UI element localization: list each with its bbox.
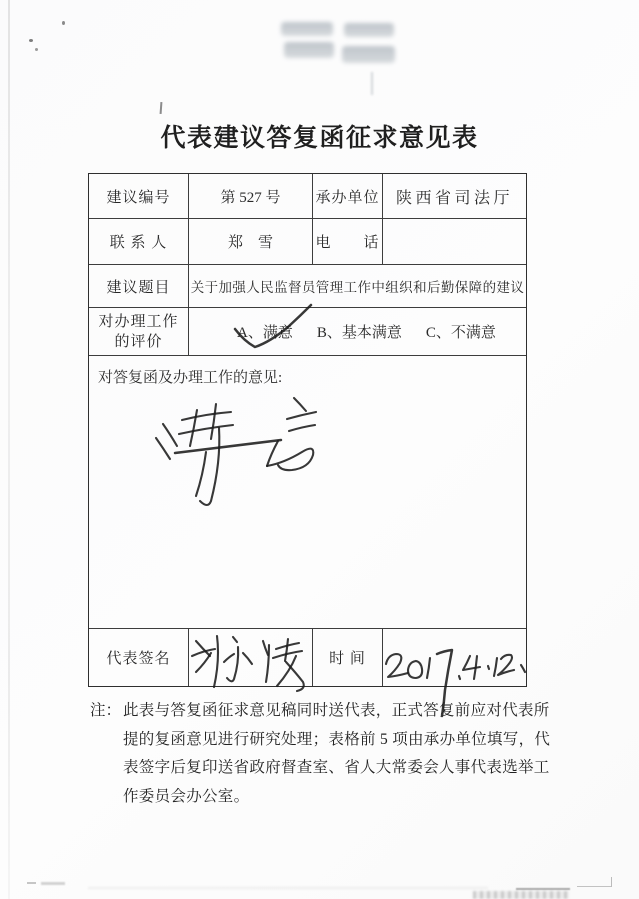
- footnote-prefix: 注：: [90, 702, 122, 719]
- scan-speck: [62, 21, 65, 25]
- evaluation-label-line2: 的评价: [114, 333, 163, 350]
- scan-bottom-left-mark: [27, 882, 36, 884]
- scan-smudge: [344, 23, 394, 37]
- contact-label: 联 系 人: [89, 219, 189, 265]
- evaluation-option-c: C、不满意: [425, 325, 496, 341]
- evaluation-options: [189, 308, 526, 356]
- scan-smudge: [281, 22, 333, 36]
- scan-streak: [371, 72, 373, 95]
- phone-value: [383, 219, 526, 265]
- scan-bottom-right-smear: [473, 891, 569, 899]
- scan-bottom-right-line: [516, 888, 570, 890]
- scan-bottom-right-line: [577, 886, 611, 887]
- evaluation-label-line1: 对办理工作: [98, 313, 179, 330]
- evaluation-option-b: B、基本满意: [316, 325, 402, 341]
- scan-bottom-right-tick: [611, 877, 612, 887]
- scan-speck: [35, 48, 38, 51]
- contact-value: 郑 雪: [189, 219, 313, 265]
- suggestion-number-value: 第 527 号: [189, 174, 313, 219]
- footnote-line: 作委员会办公室。: [123, 787, 250, 805]
- organizer-label: 承办单位: [313, 174, 383, 219]
- page-title: 代表建议答复函征求意见表: [160, 125, 479, 152]
- scan-speck: [29, 39, 33, 42]
- phone-label: 电 话: [313, 219, 383, 265]
- footnote-lines: [123, 697, 558, 811]
- date-value-cell: [383, 629, 526, 686]
- date-label: 时 间: [313, 629, 383, 686]
- scan-tick-mark: [160, 102, 163, 114]
- scan-bottom-left-mark: [41, 882, 65, 885]
- signer-signature-cell: [189, 629, 313, 686]
- form-table: [88, 173, 527, 687]
- scan-smudge: [342, 46, 395, 63]
- scan-smudge: [284, 42, 334, 58]
- opinion-cell: [89, 356, 526, 629]
- footnote-line: 表签字后复印送省政府督查室、省人大常委会人事代表选举工: [123, 759, 550, 776]
- suggestion-number-label: 建议编号: [89, 174, 189, 219]
- topic-value: 关于加强人民监督员管理工作中组织和后勤保障的建议: [189, 265, 526, 308]
- topic-label: 建议题目: [89, 265, 189, 308]
- scan-bottom-shadow: [88, 887, 488, 889]
- signer-label: 代表签名: [89, 629, 189, 686]
- footnote-line: 此表与答复函征求意见稿同时送代表，正式答复前应对代表所: [123, 702, 550, 719]
- footnote-line: 提的复函意见进行研究处理；表格前 5 项由承办单位填写，代: [123, 730, 551, 748]
- organizer-value: 陕西省司法厅: [383, 174, 526, 219]
- evaluation-label: [89, 308, 189, 356]
- evaluation-option-a: A、满意: [237, 325, 293, 341]
- opinion-label: 对答复函及办理工作的意见:: [98, 370, 283, 386]
- footnote: [90, 697, 558, 811]
